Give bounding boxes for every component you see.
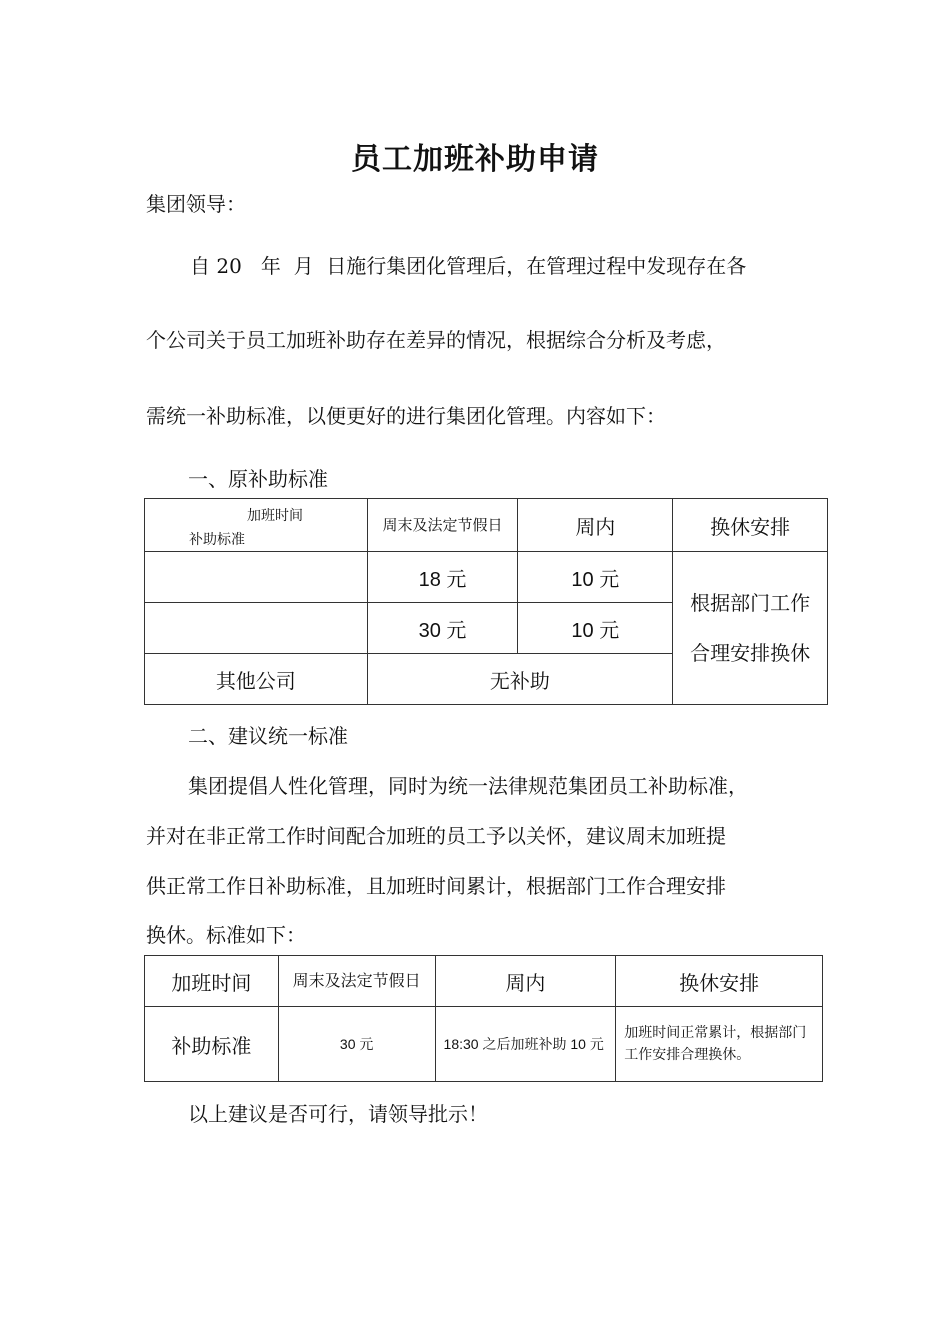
- closing-text: 以上建议是否可行，请领导批示！: [188, 1102, 488, 1126]
- corner-top-label: 加班时间: [247, 508, 303, 524]
- table1-row1-weekend: 18 元: [367, 552, 518, 603]
- table1-row2-weekend: 30 元: [367, 603, 518, 654]
- table1-row2-name: [145, 603, 368, 654]
- section2-para-line-1: 集团提倡人性化管理，同时为统一法律规范集团员工补助标准，: [188, 774, 748, 798]
- proposed-standard-table: [144, 955, 823, 1082]
- table2-header-weekday: 周内: [435, 956, 616, 1007]
- section1-heading: 一、原补助标准: [188, 467, 328, 491]
- section2-para-line-2: 并对在非正常工作时间配合加班的员工予以关怀，建议周末加班提: [146, 824, 726, 848]
- table2-row-label: 补助标准: [145, 1007, 279, 1082]
- table1-other-name: 其他公司: [145, 654, 368, 705]
- table1-header-weekend: 周末及法定节假日: [367, 499, 518, 552]
- table2-header-time: 加班时间: [145, 956, 279, 1007]
- table1-header-rest: 换休安排: [673, 499, 828, 552]
- salutation: 集团领导：: [146, 192, 246, 216]
- table1-header-weekday: 周内: [518, 499, 673, 552]
- table2-header-rest: 换休安排: [616, 956, 823, 1007]
- table2-header-weekend: 周末及法定节假日: [278, 956, 435, 1007]
- intro-line-2: 个公司关于员工加班补助存在差异的情况，根据综合分析及考虑，: [146, 328, 726, 352]
- table1-corner-cell: [145, 499, 368, 552]
- section2-para-line-3: 供正常工作日补助标准，且加班时间累计，根据部门工作合理安排: [146, 874, 726, 898]
- table2-weekend-value: 30 元: [278, 1007, 435, 1082]
- page-title: 员工加班补助申请: [351, 142, 599, 177]
- intro-line-1: 自 20 年 月 日施行集团化管理后，在管理过程中发现存在各: [190, 254, 747, 278]
- table1-rest-text: 根据部门工作合理安排换休: [673, 552, 828, 705]
- section2-heading: 二、建议统一标准: [188, 724, 348, 748]
- table1-row2-weekday: 10 元: [518, 603, 673, 654]
- section2-para-line-4: 换休。标准如下：: [146, 923, 306, 947]
- corner-bottom-label: 补助标准: [189, 532, 245, 548]
- original-standard-table: [144, 498, 828, 705]
- table1-other-value: 无补助: [367, 654, 673, 705]
- table2-rest-value: 加班时间正常累计，根据部门工作安排合理换休。: [616, 1007, 823, 1082]
- table1-row1-weekday: 10 元: [518, 552, 673, 603]
- table2-weekday-value: 18:30 之后加班补助 10 元: [435, 1007, 616, 1082]
- intro-line-3: 需统一补助标准，以便更好的进行集团化管理。内容如下：: [146, 404, 666, 428]
- table1-row1-name: [145, 552, 368, 603]
